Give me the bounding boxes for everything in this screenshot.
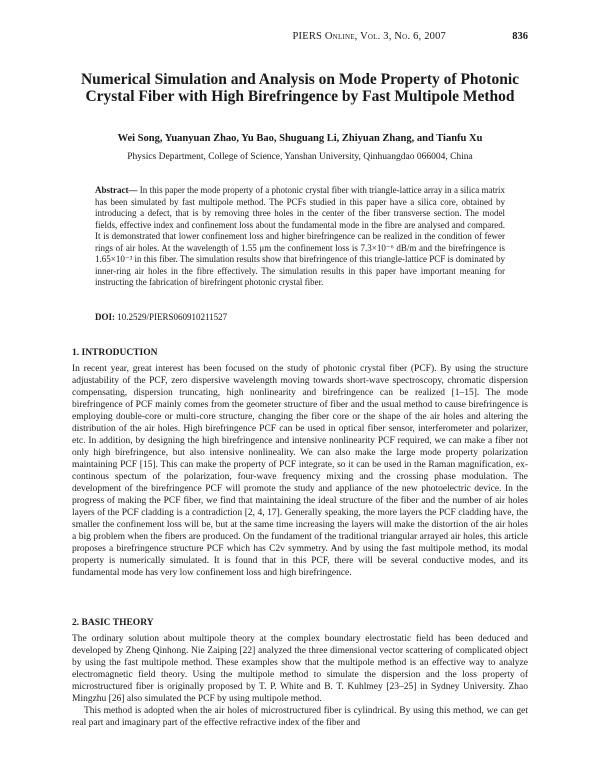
author-list: Wei Song, Yuanyuan Zhao, Yu Bao, Shuguang Li, Zhiyuan Zhang, and Tianfu Xu: [117, 133, 483, 144]
journal-citation: PIERS Online, Vol. 3, No. 6, 2007: [292, 31, 446, 42]
abstract: [95, 185, 505, 289]
abstract-text: In this paper the mode property of a photonic crystal fiber with triangle-lattice array in a silica matrix has been simulated by fast multipole method. The PCFs studied in this paper have a silica core, obtained by introducing a defect, that is by removing three holes in the center of the fiber transverse section. The model fields, effective index and confinement loss about the fundamental mode in the fibre are analysed and compared. It is demonstrated that lower confinement loss and higher birefringence can be realized in the condition of fewer rings of air holes. At the wavelength of 1.55 μm the confinement loss is 7.3×10⁻⁶ dB/m and the birefringence is 1.65×10⁻³ in this fiber. The simulation results show that birefringence of this triangle-lattice PCF is dominated by inner-ring air holes in the fibre effectively. The simulation results in this paper have important meaning for instructing the fabrication of birefringent photonic crystal fiber.: [95, 185, 506, 287]
paper-title: Numerical Simulation and Analysis on Mode Property of Photonic Crystal Fiber with High Birefringence by Fast Multipole Method: [80, 71, 520, 105]
section-heading-basic-theory: 2. BASIC THEORY: [72, 618, 154, 628]
paragraph: The ordinary solution about multipole theory at the complex boundary electrostatic field has been deduced and developed by Zheng Qinhong. Nie Zaiping [22] analyzed the three dimensional vector scattering of complicated object by using the fast multipole method. These examples show that the multipole method is an effective way to analyze electromagnetic field theory. Using the multipole method to simulate the dispersion and the loss property of microstructured fiber is originally proposed by T. P. White and B. T. Kuhlmey [23–25] in Sydney University. Zhao Mingzhu [26] also simulated the PCF by using multipole method.: [72, 634, 528, 704]
paragraph: This method is adopted when the air holes of microstructured fiber is cylindrical. By using this method, we can get real part and imaginary part of the effective refractive index of the fiber and: [72, 706, 528, 728]
page-number: 836: [512, 31, 528, 42]
section-basic-theory-body: [72, 633, 528, 729]
doi-value: 10.2529/PIERS060910211527: [117, 312, 228, 322]
running-header: [72, 31, 528, 45]
section-heading-introduction: 1. INTRODUCTION: [72, 348, 158, 358]
affiliation: Physics Department, College of Science, Yanshan University, Qinhuangdao 066004, China: [127, 152, 473, 162]
doi-line: [95, 312, 227, 322]
section-introduction-body: [72, 363, 528, 579]
paragraph: In recent year, great interest has been focused on the study of photonic crystal fiber (PCF). By using the structure adjustability of the PCF, zero dispersive wavelength moving towards short-wave spectroscopy, chromatic dispersion compensating, dispersion truncating, high nonlinearity and birefringence can be realized [1–15]. The mode birefringence of PCF mainly comes from the geometer structure of fiber and the usual method to cause birefringence is employing double-core or multi-core structure, changing the fiber core or the shape of the air holes and altering the distribution of the air holes. High birefringence PCF can be used in optical fiber sensor, interferometer and polarizer, etc. In addition, by designing the high birefringence and intensive nonlinearity PCF required, we can make a fiber not only high birefringence, but also intensive nonlineality. We can also make the large mode property polarization maintaining PCF [15]. This can make the property of PCF integrate, so it can be used in the Raman magnification, ex-continous spectum of the polarization, four-wave frequency mixing and the crossing phase modulation. The development of the birefringence PCF will promote the study and appliance of the new photoelectric device. In the progress of making the PCF fiber, we find that maintaining the ideal structure of the fiber and the number of air holes layers of the PCF cladding is a contradiction [2, 4, 17]. Generally speaking, the more layers the PCF cladding have, the smaller the confinement loss will be, but at the same time increasing the layers will make the distortion of the air holes a big problem when the fibers are produced. On the fundament of the traditional triangular arrayed air holes, this article proposes a birefringence structure PCF which has C2v symmetry. And by using the fast multipole method, its modal property is numerically simulated. It is found that in this PCF, there will be several conductive modes, and its fundamental mode has very low confinement loss and high birefringence.: [72, 364, 528, 578]
doi-label: DOI:: [95, 312, 115, 322]
abstract-label: Abstract—: [95, 185, 138, 195]
